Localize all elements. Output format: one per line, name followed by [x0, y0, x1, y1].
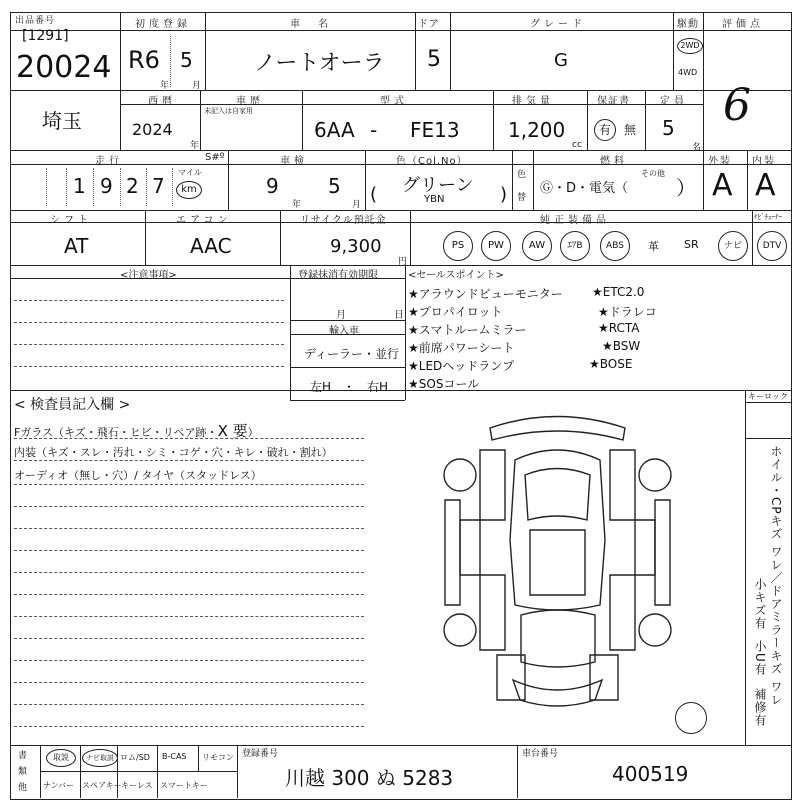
s-label: S#º: [205, 152, 225, 163]
keylock-label: キーロック: [748, 392, 788, 401]
rule: [745, 390, 746, 745]
rule: [703, 12, 704, 150]
year-unit: 年: [292, 200, 302, 210]
interior-grade: A: [755, 168, 776, 203]
color-close-paren: ): [500, 184, 508, 205]
note-line: [14, 704, 364, 705]
nav-tuner-label: ﾅﾋﾞﾁｭｰﾅｰ: [754, 213, 782, 221]
number-plate: ナンバー: [43, 781, 75, 790]
import-type: ディーラー・並行: [304, 347, 400, 361]
note-line: [14, 438, 364, 439]
chassis-label: 車台番号: [522, 749, 559, 759]
inspection-label: 車検: [280, 156, 308, 167]
plate-number: 川越 300 ぬ 5283: [285, 766, 454, 790]
equipment-pw-circled: PW: [481, 231, 511, 261]
repaint-label: 替: [517, 193, 527, 203]
sales-point: ★BSW: [602, 339, 641, 353]
note-line: [14, 460, 364, 461]
model-name: ノートオーラ: [254, 51, 385, 76]
remote: リモコン: [202, 753, 234, 762]
rule: [415, 12, 416, 90]
inspector-section-title: < 検査員記入欄 >: [14, 397, 131, 413]
equipment-sunroof: SR: [684, 238, 699, 251]
nav-manual-circled: ナビ取説: [82, 749, 118, 767]
grade-value: G: [554, 50, 568, 71]
sales-point: ★LEDヘッドランプ: [408, 359, 515, 373]
interior-note: 内装（キズ・スレ・汚れ・シミ・コゲ・穴・キレ・破れ・割れ）: [14, 446, 333, 459]
sales-point: ★アラウンドビューモニター: [408, 287, 563, 301]
note-line: [14, 506, 364, 507]
ac-label: エアコン: [176, 215, 232, 226]
lot-number: 20024: [16, 50, 112, 85]
model-code-label: 型式: [380, 96, 408, 107]
lot-code: [1291]: [22, 28, 69, 44]
import-label: 輸入車: [329, 326, 359, 337]
rule: [10, 150, 791, 151]
rule: [302, 90, 303, 150]
audio-tire-note: オーディオ（無し・穴）/ タイヤ（スタッドレス）: [14, 469, 262, 482]
rule: [120, 12, 121, 90]
caution-line: [14, 344, 284, 345]
sales-point: ★スマトルームミラー: [408, 323, 527, 337]
reg-expiry-label: 登録抹消有効期限: [298, 270, 378, 281]
rule: [145, 210, 146, 265]
displacement-label: 排気量: [512, 96, 554, 107]
caution-line: [14, 366, 284, 367]
sales-point: ★BOSE: [589, 357, 633, 371]
equipment-dtv-circled: DTV: [757, 231, 787, 261]
history-note: 未記入は自家用: [204, 107, 253, 115]
warranty-label: 保証書: [597, 96, 630, 107]
drive-4wd: 4WD: [678, 68, 698, 77]
rule: [745, 402, 791, 403]
rule: [450, 12, 451, 90]
recycle-fee: 9,300: [330, 236, 382, 257]
fuel-close-paren: ）: [676, 176, 696, 200]
rule: [747, 150, 748, 210]
keyless: キーレス: [121, 781, 153, 790]
rom-sd: ロム/SD: [120, 753, 150, 762]
windshield-mark: X 要: [217, 422, 248, 440]
doors-label: ドア: [418, 19, 440, 30]
shift-value: AT: [64, 234, 89, 258]
prefecture: 埼玉: [42, 109, 82, 133]
model-dash: -: [370, 118, 378, 142]
sales-points-label: <セールスポイント>: [408, 270, 504, 281]
equipment-ps-circled: PS: [443, 231, 473, 261]
mileage-digit: 7: [152, 174, 165, 198]
equipment-aw-circled: AW: [522, 231, 552, 261]
fuel-options: Ⓖ・D・電気（: [540, 181, 629, 196]
note-line: [14, 726, 364, 727]
rule: [410, 210, 411, 265]
steering-side: 左H ・ 右H: [310, 380, 389, 394]
note-line: [14, 594, 364, 595]
rule: [290, 265, 291, 400]
capacity-unit: 名: [692, 143, 702, 153]
equipment-leather: 革: [648, 240, 659, 253]
sales-point: ★プロパイロット: [408, 305, 503, 319]
inspection-month: 5: [328, 174, 341, 198]
rule: [120, 90, 121, 150]
rule: [512, 150, 513, 210]
model-code: FE13: [410, 118, 460, 142]
rule: [10, 745, 791, 746]
drive-2wd-circled: 2WD: [677, 38, 703, 54]
rule: [645, 90, 646, 150]
shift-label: シフト: [50, 215, 92, 226]
rule: [66, 168, 67, 206]
mileage-digit: 2: [126, 174, 139, 198]
color-open-paren: (: [370, 184, 378, 205]
b-cas: B-CAS: [162, 752, 187, 761]
equipment-abs-circled: ABS: [600, 231, 630, 261]
small-scratch-note: 小キズ有: [753, 578, 767, 630]
mile-unit: マイル: [178, 168, 202, 177]
note-line: [14, 572, 364, 573]
color-code: YBN: [424, 194, 445, 205]
rule: [10, 210, 791, 211]
rule: [493, 90, 494, 150]
rule: [10, 90, 791, 91]
model-prefix: 6AA: [314, 118, 355, 142]
note-line: [14, 528, 364, 529]
caution-line: [14, 322, 284, 323]
docs-label: 他: [18, 783, 28, 793]
mileage-digit: 9: [100, 174, 113, 198]
rule: [228, 150, 229, 210]
note-line: [14, 484, 364, 485]
rule: [40, 745, 41, 798]
capacity-value: 5: [662, 116, 675, 140]
registration-era: R6: [128, 46, 160, 74]
note-line: [14, 638, 364, 639]
repair-note: 補修有: [753, 688, 767, 727]
warranty-no: 無: [624, 123, 637, 137]
mileage-label: 走行: [95, 156, 123, 167]
rule: [745, 438, 791, 439]
first-registration-label: 初度登録: [135, 19, 191, 30]
recycle-label: リサイクル預託金: [300, 215, 387, 226]
rule: [517, 745, 518, 798]
rule: [290, 320, 405, 321]
rule: [172, 168, 173, 206]
smart-key: スマートキー: [160, 781, 208, 790]
fuel-label: 燃料: [600, 156, 628, 167]
venue-label: 出品番号: [15, 16, 56, 26]
capacity-label: 定員: [660, 96, 688, 107]
rule: [205, 12, 206, 90]
docs-label: 類: [18, 767, 28, 777]
sales-point: ★ETC2.0: [592, 285, 645, 299]
sales-point: ★RCTA: [598, 321, 640, 335]
plate-label: 登録番号: [242, 749, 279, 759]
note-line: [14, 660, 364, 661]
docs-label: 書: [18, 751, 28, 761]
cc-unit: cc: [572, 140, 582, 150]
km-unit-circled: km: [176, 181, 202, 199]
note-line: [14, 682, 364, 683]
rule: [10, 222, 791, 223]
drive-label: 駆動: [677, 19, 699, 30]
year-unit: 年: [160, 81, 170, 91]
rule: [405, 265, 406, 400]
color-label: 色（Col.No）: [396, 156, 468, 167]
rule: [290, 400, 405, 401]
mileage-digit: 1: [73, 174, 86, 198]
rule: [10, 390, 791, 391]
rule: [157, 745, 158, 798]
manual-circled: 取説: [46, 749, 76, 767]
registration-month: 5: [180, 48, 193, 72]
rule: [198, 745, 199, 771]
rule: [365, 150, 366, 210]
color-value: グリーン: [402, 175, 474, 196]
exterior-grade: A: [712, 168, 733, 203]
sales-point: ★ドラレコ: [598, 305, 657, 319]
model-year: 2024: [132, 120, 173, 139]
month-unit: 月: [192, 81, 202, 91]
doors-value: 5: [427, 47, 441, 72]
exterior-label: 外装: [708, 156, 732, 167]
ac-value: AAC: [190, 234, 232, 258]
windshield-note: Fガラス（キズ・飛石・ヒビ・リペア跡・X 要）: [14, 422, 259, 440]
rule: [280, 210, 281, 265]
equipment-airbag-circled: ｴｱB: [560, 231, 590, 261]
rule: [40, 771, 237, 772]
displacement-value: 1,200: [508, 118, 566, 142]
car-damage-diagram: [435, 400, 680, 740]
grade-label: グレード: [530, 19, 586, 30]
rule: [673, 12, 674, 90]
rule: [80, 745, 81, 798]
equipment-nav-circled: ナビ: [718, 231, 748, 261]
caution-line: [14, 300, 284, 301]
equipment-label: 純正装備品: [540, 215, 610, 226]
sales-point: ★SOSコール: [408, 377, 480, 391]
score-label: 評価点: [722, 19, 764, 30]
rule: [290, 367, 405, 368]
rule: [237, 745, 238, 798]
yen-unit: 円: [398, 257, 408, 267]
year-unit: 年: [190, 141, 200, 151]
sales-point: ★前席パワーシート: [408, 341, 515, 355]
day-unit: 日: [394, 310, 404, 321]
warranty-yes-circled: 有: [594, 119, 616, 141]
rule: [703, 150, 704, 210]
year-label: 西暦: [148, 96, 176, 107]
rule: [46, 168, 47, 206]
wheel-mirror-note: ホイル・CPキズ ワレ／ドアミラーキズ ワレ: [769, 445, 783, 707]
rule: [170, 36, 171, 87]
chassis-number: 400519: [612, 762, 689, 786]
rule: [200, 90, 201, 150]
note-line: [14, 550, 364, 551]
rule: [533, 150, 534, 210]
rule: [93, 168, 94, 206]
spare-key: スペアキー: [82, 781, 122, 790]
repaint-label: 色: [517, 170, 527, 180]
rule: [752, 210, 753, 265]
score-value: 6: [723, 80, 751, 131]
history-label: 車歴: [236, 96, 264, 107]
spare-tire-icon: [675, 702, 707, 734]
rule: [587, 90, 588, 150]
rule: [146, 168, 147, 206]
rule: [120, 168, 121, 206]
fuel-other-label: その他: [641, 169, 665, 178]
model-name-label: 車 名: [290, 19, 332, 30]
month-unit: 月: [352, 200, 362, 210]
caution-label: <注意事項>: [120, 270, 177, 281]
month-unit: 月: [336, 310, 346, 321]
interior-label: 内装: [752, 156, 776, 167]
note-line: [14, 616, 364, 617]
small-dent-note: 小U有: [753, 640, 767, 676]
inspection-year: 9: [266, 174, 279, 198]
